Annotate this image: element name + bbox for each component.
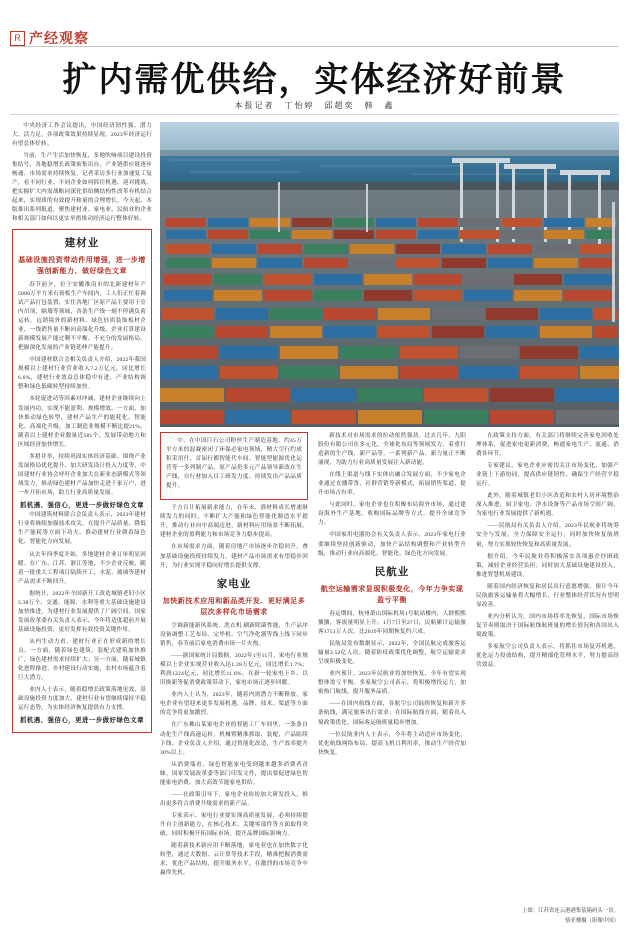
port-container-terminal-aerial-photo [160,122,619,427]
col1-box-footline: 抓机遇、强信心，更进一步做好绿色文章 [19,501,145,509]
building-materials-title: 建材业 [64,237,100,249]
col1-box-p6: 从去年四季度开始，多地建材企业订单明显回暖。在广东、江苏、浙江等地，不少企业反映，随着一批重大工程项目陆续开工，水泥、玻璃等建材产品需求不断回升。 [18,551,146,585]
civil-aviation-subtitle: 航空运输需求显现积极变化，今年力争实现盈亏平衡 [320,584,464,604]
col4-p5: 据介绍，今年民航业将积极落实各项惠企纾困政策，减轻企业经营负担；同时加大基础设施建设投入，推进智慧机场建设。 [476,553,619,578]
glass-fiber-highlight-box [160,432,308,500]
col2-appliance-p6: ——在政策引导下，家电企业纷纷加大研发投入，推出更多符合消费升级需求的新产品。 [160,791,308,807]
col3-aviation-p2: 民航局发布数据显示，2022年，全国民航完成旅客运输量2.52亿人次。随着防疫政策优化调整，航空运输需求呈现积极变化。 [318,641,466,666]
column-one [12,122,152,733]
col1-box-p7: 据统计，2022年全国新开工改造城镇老旧小区5.38万个、交通、能源、水利等重大基础设施建设加快推进，为建材行业发展提供了广阔空间。国家发展改革委有关负责人表示，今年将适度超前开展基础设施投资，更好发挥有效投资关键作用。 [18,590,146,633]
col3-aviation-p4: ——在国内航线方面，各航空公司陆续恢复和新开多条航线，满足旅客出行需求；在国际航线方面，随着出入境政策优化，国际客运航班量稳步增加。 [318,701,466,726]
col3-aviation-p1: 春运期间，杭州萧山国际机场1号航站楼内，人群熙熙攘攘，客流量明显上升。1月7日至27日，民航累计运输旅客1751万人次，比2019年同期恢复约六成。 [318,610,466,636]
column-two [160,432,308,881]
col3-p2: 在线上渠道与线下实体店融合发展方面，不少家电企业通过直播带货、社群营销等新模式，拓展销售渠道，提升市场占有率。 [318,472,466,497]
col3-aviation-p5: 一位民航业内人士表示，今年将主动适应市场变化，优化航线网络布局，提高飞机日利用率，推动生产经营加快恢复。 [318,731,466,756]
col3-aviation-p3: 业内预计，2023年民航业将加快恢复，全年有望实现整体盈亏平衡。多家航空公司表示，将积极增投运力，加密热门航线，提升服务品质。 [318,671,466,696]
col2-appliance-p3: 业内人士认为，2023年，随着内需潜力不断释放，家电企业有望迎来更多发展机遇，品牌、技术、渠道等方面的竞争将更加激烈。 [160,692,308,717]
column-three [318,432,466,761]
col2-appliance-p2: ——据国家统计局数据，2022年1至11月，家电行业规模以上企业实现营业收入达1.28万亿元，同比增长1.7%；利润1224亿元，同比增长11.6%。在新一轮家电下乡、以旧换新等促消费政策带动下，家电市场正逐步回暖。 [160,653,308,687]
col2-appliance-p7: 专家表示，家电行业要实现高质量发展，必须持续提升自主创新能力，在核心技术、关键零部件等方面取得突破，同时积极开拓国际市场，提升品牌国际影响力。 [160,812,308,837]
col4-p1: 在政策支持方面，有关部门将继续完善家电回收处理体系，促进家电更新消费，畅通家电生产、流通、消费各环节。 [476,433,619,458]
col1-box-p1: 春节前夕，位于安徽淮南市的北新建材年产5000万平方米石膏板生产车间内，工人们正忙着调试产品打包装置，实住各地厂区原产品主要用于室内吊顶、隔墙等领域，各条生产线一刻不停满负荷运转。远销境外的新材料、绿色轻质装饰板材企业，一线销售量不断向高端化升级，企业打算建设新规模发展产能过剩不平衡、不充分的发展格局，把握深化发展的产业链延伸产能提升。 [18,281,146,352]
col1-box-footline2: 抓机遇、强信心，更进一步做好绿色文章 [19,717,145,725]
col1-box-p9: 业内人士表示，随着稳增长政策落地见效、基础设施投资力度加大，建材行业有望继续保持平稳运行态势，为实体经济恢复提供有力支撑。 [18,687,146,712]
col2-p3: 在市场需求方面，随着房地产市场逐步企稳回升，叠加基础设施投资持续发力，建材产品市场需求有望稳步回升，为行业实现平稳向好增长提供支撑。 [160,544,308,569]
col4-p4: ——民航局有关负责人介绍，2023年民航业将统筹安全与发展，全力保障安全运行，同时加快恢复航班量，努力实现较快恢复和高质量发展。 [476,523,619,548]
section-title: 产经观察 [29,30,89,46]
home-appliance-title: 家电业 [216,578,252,590]
col3-p3: 与此同时，家电企业也在积极布局海外市场，通过建设海外生产基地、收购国际品牌等方式，提升全球竞争力。 [318,502,466,527]
photo-credit: 骆亚楼摄（影像中国） [565,918,619,924]
civil-aviation-title: 民航业 [374,566,410,578]
col4-p3: 此外，随着城镇老旧小区改造和农村人居环境整治深入推进，厨卫家电、净水设备等产品市场空间广阔，为家电行业发展提供了新机遇。 [476,493,619,518]
col4-p7: 业内分析认为，国内市场将率先恢复，国际市场恢复节奏则取决于国际航线航班量的增长情况和各国出入境政策。 [476,613,619,638]
masthead [10,28,89,48]
col2-appliance-p8: 随着新技术新应用不断落地，家电业也在加快数字化转型，通过大数据、云计算等技术手段，精准把握消费需求，优化产品结构，提升服务水平，在激烈的市场竞争中赢得先机。 [160,843,308,877]
col2-appliance-p1: 空调新能新风系统、洗衣机 刷新除菌性能，生产品序设备调整工艺布局、完毕机、空气净化器等线上线下同步销售，春节前后家电消费市场一片火热。 [160,622,308,648]
masthead-logo-icon: R [10,31,25,46]
photo-graphic [160,122,619,427]
col4-p2: 专家建议，家电企业应密切关注市场变化，加强产业链上下游协同，提高供应链韧性，确保生产经营平稳运行。 [476,463,619,488]
byline: 本报记者 丁怡婷 邱超奕 韩 鑫 [234,101,395,110]
page-headline: 扩内需优供给，实体经济好前景 [62,62,567,99]
building-materials-subtitle: 基础设施投资带动件用增强，进一步增强创新能力、做好绿色文章 [18,255,146,275]
col1-box-p8: 从内生动力看，建材行业正在形成新的增长点。一方面，随着绿色建筑、装配式建筑加快推广，绿色建材需求持续扩大；另一方面，随着城镇化进程推进、乡村建设行动实施，农村市场蕴含着巨大潜力。 [18,638,146,682]
col2-appliance-p4: 在广东佛山某家电企业的智能工厂车间里，一条条自动化生产线高速运转，机械臂精准抓取、装配，产品陆续下线。企业负责人介绍，通过智能化改造，生产效率提升30%以上。 [160,722,308,756]
col1-box-p4: 多措并举，持续巩固实体经济基础。围绕产业发展格局优化提升、加大研发设计投入力度等，中国建材行业协会呼吁企业加大在新业态新模式等领域发力，推动绿色建材产品加快走进千家万户，进一步开拓市场，助力行业高质量发展。 [18,453,146,496]
building-materials-highlight-box [12,229,152,733]
col4-p8: 多家航空公司负责人表示，将抓住市场复苏机遇，优化运力投放结构，提升精细化管理水平，努力提高经营效益。 [476,643,619,669]
col1-box-p3: 本轮促进动等因素对冲减，建材企业继续向上发展内功，实现不能盈利、规模增效。一方面，加快推动绿色转型，建材产品生产的能耗化、智能化、高端化升级。加工制造业规模不断比提21%，随着以上建材企业数量近581个，发展带动地方和区域经济加快增长。 [18,396,146,448]
col2-box-p1: 中、在中国巨石公司粉丝生产制造基地，约45万平方米的混凝密闭了环保必家电领域，精大空行约成积采用什、首届行都智能代车间、智能型能源优化运营等一多列制产品、原产品仍多元产品领导新改在生产线，自行材加入目工研发力度、持续发出产品品质提升。 [166,438,302,490]
col1-box-p5: 中国建筑材料联合会负责人表示，2023年建材行业将继续加强技术攻关，在提升产品质量、降低生产能耗等方面下功夫，推动建材行业朝着绿色化、智能化方向发展。 [18,512,146,546]
col2-appliance-p5: 从消费端看，绿色智能家电受到越来越多消费者青睐。国家发展改革委等部门印发文件，提出要促进绿色智能家电消费，加大高效节能家电供给。 [160,761,308,786]
column-four [476,432,619,673]
col4-p6: 随着国内经济恢复和居民出行意愿增强，预计今年民航旅客运输量将大幅增长，行业整体经营状况有望明显改善。 [476,583,619,608]
col3-p1: 新技术对市场需求的拉动依然强劲。过去几年，九阳股份有限公司在多元化、全球化布局等领域发力，着重打造新的生产线、新产品等，一系列新产品、新力量正不断涌现，为助力行业高质量发展注入新动能。 [318,433,466,467]
home-appliance-subtitle: 加快新技术应用和新品类开发、更好满足多层次多样化市场需求 [162,596,306,616]
col3-p4: 中国家用电器协会有关负责人表示，2023年家电行业要继续坚持创新驱动，加快产品结构调整和产业转型升级，推动行业向高端化、智能化、绿色化方向发展。 [318,532,466,557]
col1-lead-p2: 当前，生产生活加快恢复，多地吹响项目建设投资集结号，各地稳增长政策密集出台，产业链供应链逐步畅通、市场需求持续恢复。记者采访多行业加速复工复产，看不同行业、不同企业如何抓住机遇、迎对挑战、把实握扩大内需战略同深化供给侧结构性改革有机结合起来，实现质的有效提升和量的合理增长。今天起，本版推出系列报道，聚焦建材业、家电业、民航业的企业和相关部门如何以更实举措推动经济运行整体好转。 [12,153,152,223]
col1-lead-p1: 中央经济工作会议提出，中国经济韧性强、潜力大、活力足，各项政策效果持续显现。2023年经济运行有望总体好转。 [12,123,152,148]
headline-divider [10,114,619,115]
col1-box-p2: 中国建材联合会相关负责人介绍，2022年我国规模以上建材行业营业收入7.2万亿元，同比增长6.6%，建材行业效益总体稳中有进，产业结构调整和绿色低碳转型持续加快。 [18,357,146,391]
photo-caption: 上图：江苏省连云港港集装箱码头一景。 [521,908,619,914]
masthead-divider [10,46,619,47]
col2-p2: 千方百计拓展新求能力，在年末、淮材料成长增速继续发力的同时，不断扩大产能和绿色智能化制造水平提升，推动行业向中高端迈进，新材料应用场景不断拓展，建材企业的盈利能力和市场竞争力稳步提高。 [160,505,308,539]
